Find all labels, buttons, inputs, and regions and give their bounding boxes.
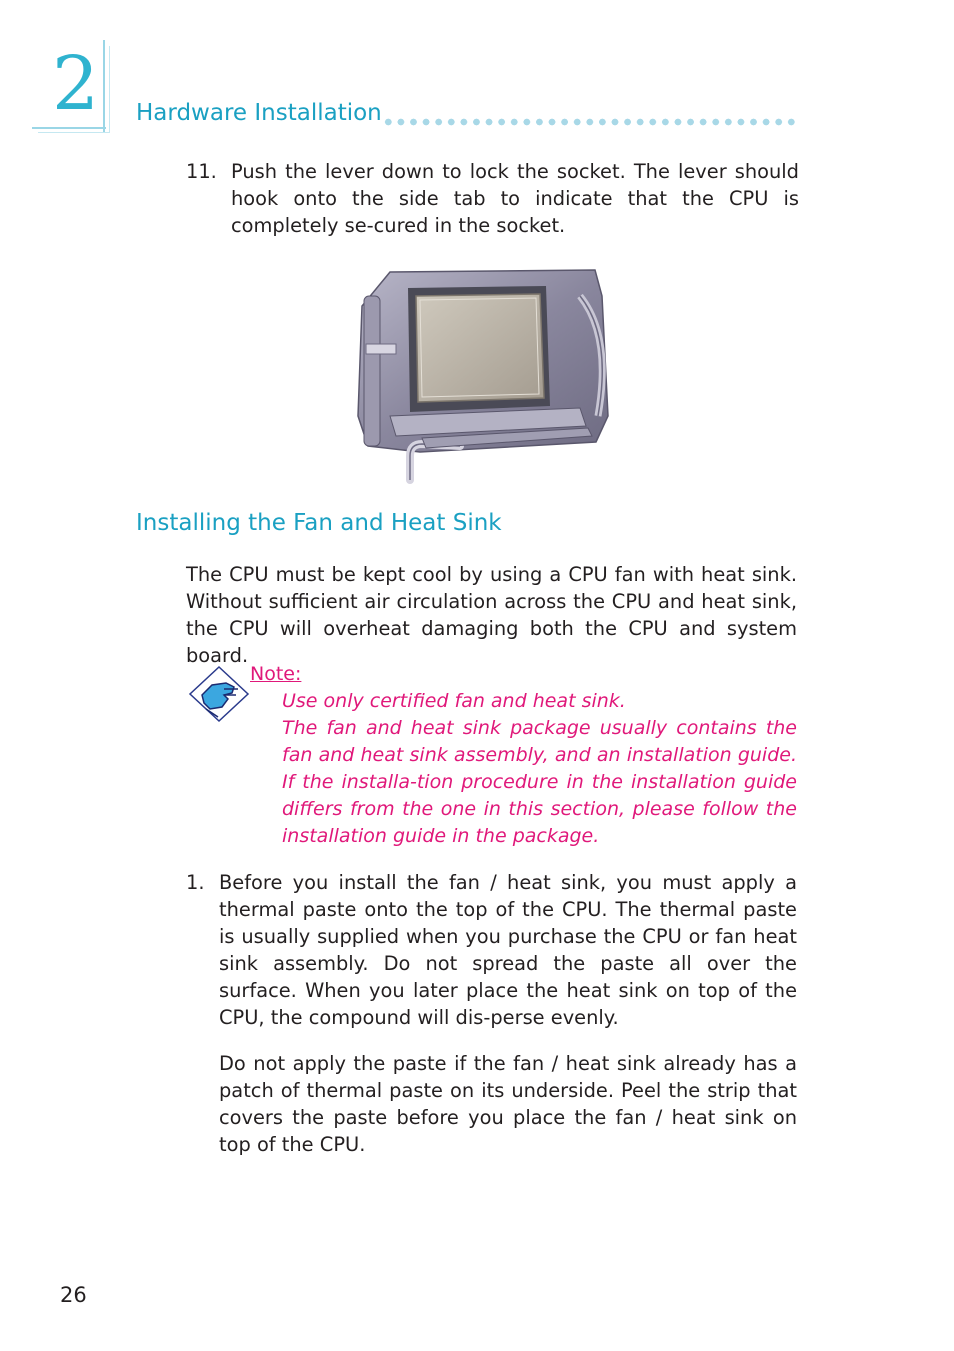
chapter-mark-line bbox=[32, 127, 106, 129]
note-line: Use only certified fan and heat sink. bbox=[282, 690, 626, 712]
page-number: 26 bbox=[60, 1283, 87, 1307]
cpu-socket-image bbox=[350, 266, 610, 486]
note-label: Note: bbox=[250, 663, 302, 685]
chapter-mark-line bbox=[38, 132, 110, 133]
step-text: Before you install the fan / heat sink, you must apply a thermal paste onto the top of the CPU. The thermal paste is usually supplied when you purchase the CPU or fan heat sink assembly. Do not spread the paste all over the surface. When you later place the heat sink on top of the CPU, the compound will dis-perse evenly. bbox=[219, 871, 797, 1029]
section-intro: The CPU must be kept cool by using a CPU fan with heat sink. Without sufficient air circulation across the CPU and heat sink, the CPU will overheat damaging both the CPU and system board. bbox=[186, 563, 797, 667]
chapter-number: 2 bbox=[52, 41, 100, 127]
chapter-title: Hardware Installation bbox=[136, 100, 382, 126]
section-title: Installing the Fan and Heat Sink bbox=[136, 510, 502, 536]
step-text: Push the lever down to lock the socket. The lever should hook onto the side tab to indicate that the CPU is completely se-cured in the socket. bbox=[231, 160, 799, 237]
chapter-mark-line bbox=[103, 40, 105, 132]
step-text-continued: Do not apply the paste if the fan / heat sink already has a patch of thermal paste on its underside. Peel the strip that covers the paste before you place the fan / heat sink on top of the CPU. bbox=[219, 1052, 797, 1156]
note-pointing-hand-icon bbox=[188, 665, 250, 723]
step-number: 1. bbox=[186, 871, 205, 894]
note-text bbox=[282, 688, 797, 850]
chapter-mark-line bbox=[109, 46, 110, 132]
header-dotted-rule bbox=[382, 118, 798, 126]
note-line: The fan and heat sink package usually contains the fan and heat sink assembly, and an installation guide. If the installa-tion procedure in the installation guide differs from the one in this section, please follow the installation guide in the package. bbox=[282, 717, 797, 847]
step-number: 11. bbox=[186, 160, 217, 183]
